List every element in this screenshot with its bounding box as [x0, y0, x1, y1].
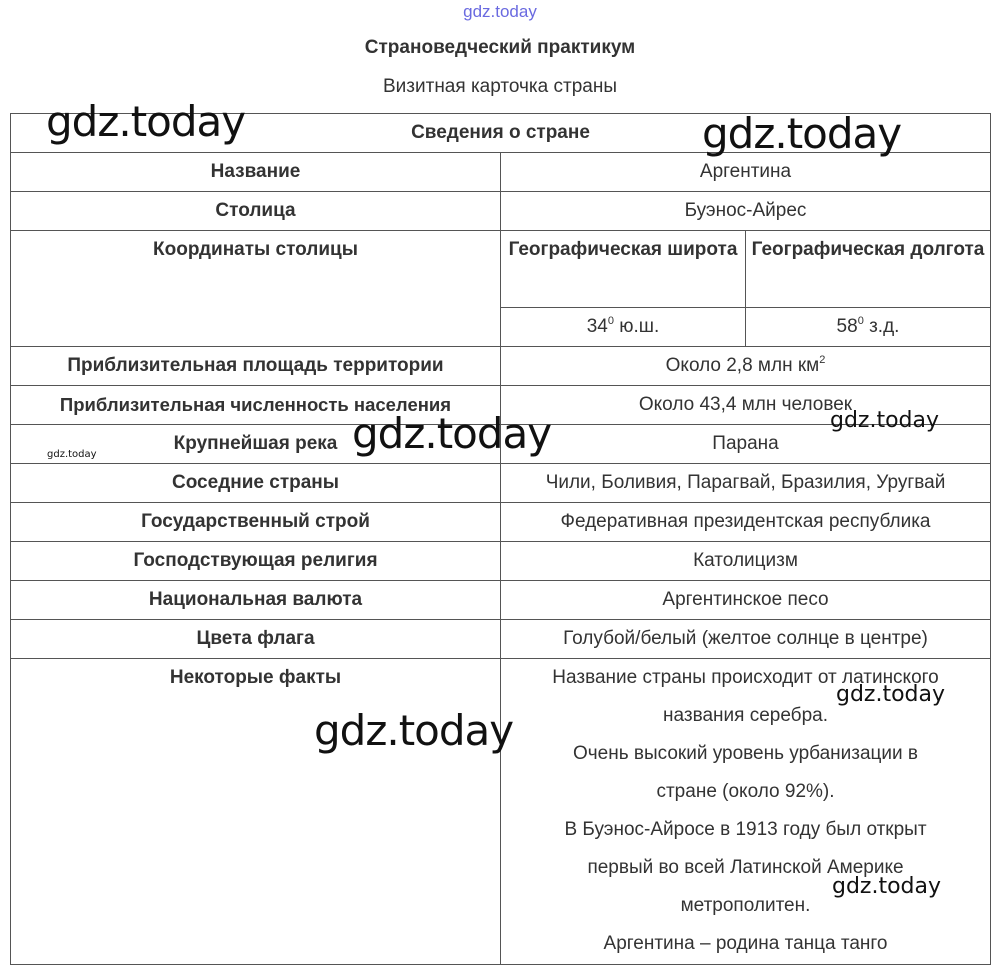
watermark-overlay: gdz.today: [702, 109, 902, 158]
page-title: Страноведческий практикум: [364, 37, 636, 58]
capital-value: Буэнос-Айрес: [501, 192, 991, 231]
watermark-overlay: gdz.today: [836, 682, 946, 707]
name-value: Аргентина: [501, 153, 991, 192]
facts-line: стране (около 92%).: [656, 781, 835, 802]
population-value: Около 43,4 млн человек: [501, 386, 991, 425]
population-label: Приблизительная численность населения: [11, 386, 501, 425]
page-subtitle: Визитная карточка страны: [383, 76, 617, 97]
area-value: [501, 347, 991, 386]
watermark-overlay: gdz.today: [46, 97, 246, 146]
longitude-suffix: з.д.: [863, 316, 900, 337]
longitude-value: [746, 308, 991, 347]
table-row: [11, 153, 991, 192]
watermark-overlay: gdz.today: [832, 874, 942, 899]
religion-label: Господствующая религия: [11, 542, 501, 581]
latitude-value: [501, 308, 746, 347]
currency-label: Национальная валюта: [11, 581, 501, 620]
facts-line: названия серебра.: [663, 705, 828, 726]
table-row: [11, 347, 991, 386]
government-label: Государственный строй: [11, 503, 501, 542]
neighbors-value: Чили, Боливия, Парагвай, Бразилия, Уругвай: [501, 464, 991, 503]
facts-line: первый во всей Латинской Америке: [587, 857, 904, 878]
river-value: Парана: [501, 425, 991, 464]
watermark-overlay: gdz.today: [830, 408, 940, 433]
capital-label: Столица: [11, 192, 501, 231]
table-row: [11, 192, 991, 231]
watermark-overlay: gdz.today: [314, 706, 514, 755]
latitude-suffix: ю.ш.: [613, 316, 660, 337]
watermark-overlay: gdz.today: [47, 449, 97, 460]
country-card-table: [10, 113, 991, 965]
table-row: [11, 581, 991, 620]
flag-label: Цвета флага: [11, 620, 501, 659]
section-header: Сведения о стране: [11, 114, 991, 153]
table-row: [11, 503, 991, 542]
facts-label: Некоторые факты: [11, 659, 501, 965]
latitude-number: 34: [586, 316, 608, 337]
area-label: Приблизительная площадь территории: [11, 347, 501, 386]
watermark-overlay: gdz.today: [352, 409, 552, 458]
table-row: [11, 620, 991, 659]
facts-line: Аргентина – родина танца танго: [603, 933, 888, 954]
flag-value: Голубой/белый (желтое солнце в центре): [501, 620, 991, 659]
coordinates-label: Координаты столицы: [11, 231, 501, 347]
name-label: Название: [11, 153, 501, 192]
area-text: Около 2,8 млн км: [665, 355, 820, 376]
government-value: Федеративная президентская республика: [501, 503, 991, 542]
area-unit-power: 2: [819, 354, 826, 366]
watermark-top: gdz.today: [463, 2, 537, 21]
facts-line: метрополитен.: [680, 895, 811, 916]
table-row: [11, 231, 991, 308]
degree-sign: 0: [607, 315, 614, 327]
facts-line: Название страны происходит от латинского: [552, 667, 939, 688]
currency-value: Аргентинское песо: [501, 581, 991, 620]
latitude-header: Географическая широта: [501, 231, 746, 308]
river-label: Крупнейшая река: [11, 425, 501, 464]
degree-sign: 0: [857, 315, 864, 327]
religion-value: Католицизм: [501, 542, 991, 581]
facts-line: В Буэнос-Айросе в 1913 году был открыт: [564, 819, 927, 840]
facts-line: Очень высокий уровень урбанизации в: [572, 743, 919, 764]
longitude-number: 58: [836, 316, 858, 337]
table-row: [11, 542, 991, 581]
table-row: [11, 464, 991, 503]
longitude-header: Географическая долгота: [746, 231, 991, 308]
neighbors-label: Соседние страны: [11, 464, 501, 503]
